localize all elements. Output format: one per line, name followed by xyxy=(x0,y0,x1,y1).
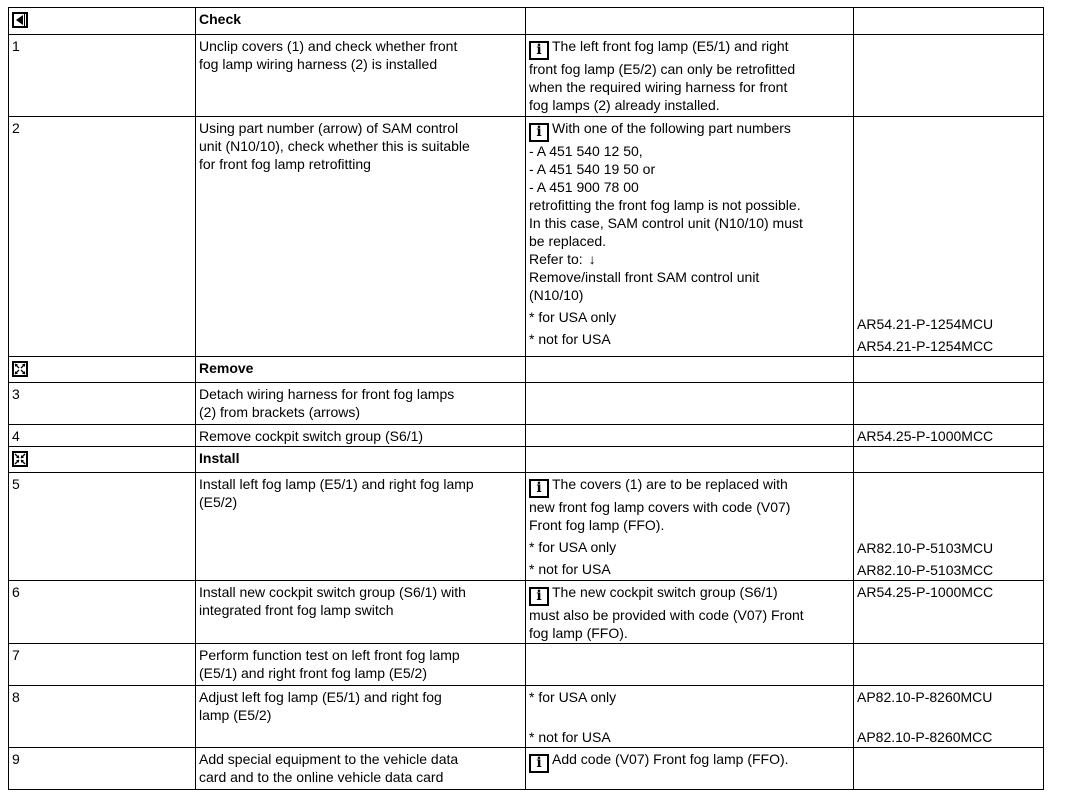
usa-only-label: * for USA only xyxy=(529,309,617,325)
step-action xyxy=(196,581,526,644)
step-action xyxy=(196,117,526,357)
section-title-check: Check xyxy=(196,8,526,35)
note-line: be replaced. xyxy=(529,233,607,249)
action-line: for front fog lamp retrofitting xyxy=(199,156,371,172)
action-line: Remove cockpit switch group (S6/1) xyxy=(199,428,424,444)
empty-cell xyxy=(854,35,1044,117)
step-number: 6 xyxy=(9,581,196,644)
section-icon-cell xyxy=(9,8,196,35)
step-action xyxy=(196,644,526,686)
note-line: - A 451 540 12 50, xyxy=(529,143,643,159)
note-line: - A 451 900 78 00 xyxy=(529,179,639,195)
step-number: 9 xyxy=(9,748,196,790)
ref-link-not-usa[interactable]: AR82.10-P-5103MCC xyxy=(857,562,994,578)
ref-link-usa[interactable]: AP82.10-P-8260MCU xyxy=(857,689,993,705)
step-number: 2 xyxy=(9,117,196,357)
ref-link[interactable]: AR54.25-P-1000MCC xyxy=(857,428,994,444)
usa-only-label: * for USA only xyxy=(529,689,617,705)
step-note xyxy=(526,117,854,357)
action-line: Unclip covers (1) and check whether front xyxy=(199,38,458,54)
step-ref xyxy=(854,117,1044,357)
empty-cell xyxy=(526,425,854,447)
empty-cell xyxy=(854,447,1044,473)
action-line: fog lamp wiring harness (2) is installed xyxy=(199,56,438,72)
step-action xyxy=(196,425,526,447)
empty-cell xyxy=(854,383,1044,425)
step-number: 4 xyxy=(9,425,196,447)
ref-link[interactable]: AR54.25-P-1000MCC xyxy=(857,584,994,600)
note-line: i With one of the following part numbers xyxy=(529,119,850,142)
note-line: - A 451 540 19 50 or xyxy=(529,161,656,177)
refer-to-line: Refer to: ↓ xyxy=(529,251,596,267)
section-title-remove: Remove xyxy=(196,357,526,383)
not-usa-label: * not for USA xyxy=(529,331,611,347)
note-line: fog lamp (FFO). xyxy=(529,625,628,641)
install-section-icon xyxy=(12,451,28,467)
empty-cell xyxy=(526,447,854,473)
note-line: i The new cockpit switch group (S6/1) xyxy=(529,583,850,606)
empty-cell xyxy=(526,383,854,425)
empty-cell xyxy=(854,748,1044,790)
note-line: i Add code (V07) Front fog lamp (FFO). xyxy=(529,750,850,773)
step-note xyxy=(526,686,854,748)
not-usa-label: * not for USA xyxy=(529,729,611,745)
step-action xyxy=(196,35,526,117)
section-row-install xyxy=(9,447,1044,473)
info-icon: i xyxy=(529,587,549,606)
section-row-check xyxy=(9,8,1044,35)
usa-only-label: * for USA only xyxy=(529,539,617,555)
note-line: fog lamps (2) already installed. xyxy=(529,97,720,113)
note-line: must also be provided with code (V07) Front xyxy=(529,607,804,623)
ref-link-not-usa[interactable]: AP82.10-P-8260MCC xyxy=(857,729,993,745)
check-section-icon xyxy=(12,12,28,28)
action-line: Adjust left fog lamp (E5/1) and right fog xyxy=(199,689,442,705)
action-line: Install new cockpit switch group (S6/1) with xyxy=(199,584,466,600)
action-line: Perform function test on left front fog lamp xyxy=(199,647,460,663)
step-number: 3 xyxy=(9,383,196,425)
empty-cell xyxy=(526,8,854,35)
note-line: new front fog lamp covers with code (V07) xyxy=(529,499,791,515)
refer-link[interactable]: Remove/install front SAM control unit xyxy=(529,269,760,285)
step-number: 7 xyxy=(9,644,196,686)
empty-cell xyxy=(854,8,1044,35)
action-line: card and to the online vehicle data card xyxy=(199,769,444,785)
step-action xyxy=(196,383,526,425)
note-line: retrofitting the front fog lamp is not possible. xyxy=(529,197,801,213)
step-action xyxy=(196,748,526,790)
empty-cell xyxy=(526,644,854,686)
step-number: 5 xyxy=(9,473,196,581)
action-line: (E5/2) xyxy=(199,494,238,510)
action-line: (E5/1) and right front fog lamp (E5/2) xyxy=(199,665,427,681)
note-line: when the required wiring harness for front xyxy=(529,79,788,95)
section-icon-cell xyxy=(9,447,196,473)
ref-link-not-usa[interactable]: AR54.21-P-1254MCC xyxy=(857,338,994,354)
action-line: (2) from brackets (arrows) xyxy=(199,404,361,420)
action-line: lamp (E5/2) xyxy=(199,707,272,723)
step-action xyxy=(196,473,526,581)
step-note xyxy=(526,35,854,117)
note-line: Front fog lamp (FFO). xyxy=(529,517,665,533)
step-row-8 xyxy=(9,686,1044,748)
step-row-7 xyxy=(9,644,1044,686)
info-icon: i xyxy=(529,123,549,142)
note-line: i The left front fog lamp (E5/1) and right xyxy=(529,37,850,60)
empty-cell xyxy=(854,644,1044,686)
step-row-9 xyxy=(9,748,1044,790)
action-line: Using part number (arrow) of SAM control xyxy=(199,120,459,136)
empty-cell xyxy=(854,357,1044,383)
action-line: integrated front fog lamp switch xyxy=(199,602,394,618)
procedure-table xyxy=(8,7,1044,790)
action-line: unit (N10/10), check whether this is suitable xyxy=(199,138,470,154)
empty-cell xyxy=(526,357,854,383)
action-line: Detach wiring harness for front fog lamps xyxy=(199,386,455,402)
step-note xyxy=(526,748,854,790)
remove-section-icon xyxy=(12,361,28,377)
step-note xyxy=(526,581,854,644)
info-icon: i xyxy=(529,41,549,60)
arrow-down-icon: ↓ xyxy=(588,251,596,267)
note-line: i The covers (1) are to be replaced with xyxy=(529,475,850,498)
step-ref xyxy=(854,425,1044,447)
note-line: In this case, SAM control unit (N10/10) must xyxy=(529,215,803,231)
step-row-4 xyxy=(9,425,1044,447)
section-row-remove xyxy=(9,357,1044,383)
not-usa-label: * not for USA xyxy=(529,561,611,577)
step-row-6 xyxy=(9,581,1044,644)
step-action xyxy=(196,686,526,748)
ref-link-usa[interactable]: AR82.10-P-5103MCU xyxy=(857,540,994,556)
note-line: front fog lamp (E5/2) can only be retrofitted xyxy=(529,61,796,77)
step-row-3 xyxy=(9,383,1044,425)
section-icon-cell xyxy=(9,357,196,383)
step-row-2 xyxy=(9,117,1044,357)
step-number: 8 xyxy=(9,686,196,748)
info-icon: i xyxy=(529,754,549,773)
section-title-install: Install xyxy=(196,447,526,473)
action-line: Add special equipment to the vehicle data xyxy=(199,751,459,767)
ref-link-usa[interactable]: AR54.21-P-1254MCU xyxy=(857,316,994,332)
step-number: 1 xyxy=(9,35,196,117)
step-ref xyxy=(854,686,1044,748)
step-row-5 xyxy=(9,473,1044,581)
step-note xyxy=(526,473,854,581)
action-line: Install left fog lamp (E5/1) and right fog lamp xyxy=(199,476,474,492)
step-row-1 xyxy=(9,35,1044,117)
refer-link[interactable]: (N10/10) xyxy=(529,287,584,303)
info-icon: i xyxy=(529,479,549,498)
step-ref xyxy=(854,473,1044,581)
step-ref xyxy=(854,581,1044,644)
